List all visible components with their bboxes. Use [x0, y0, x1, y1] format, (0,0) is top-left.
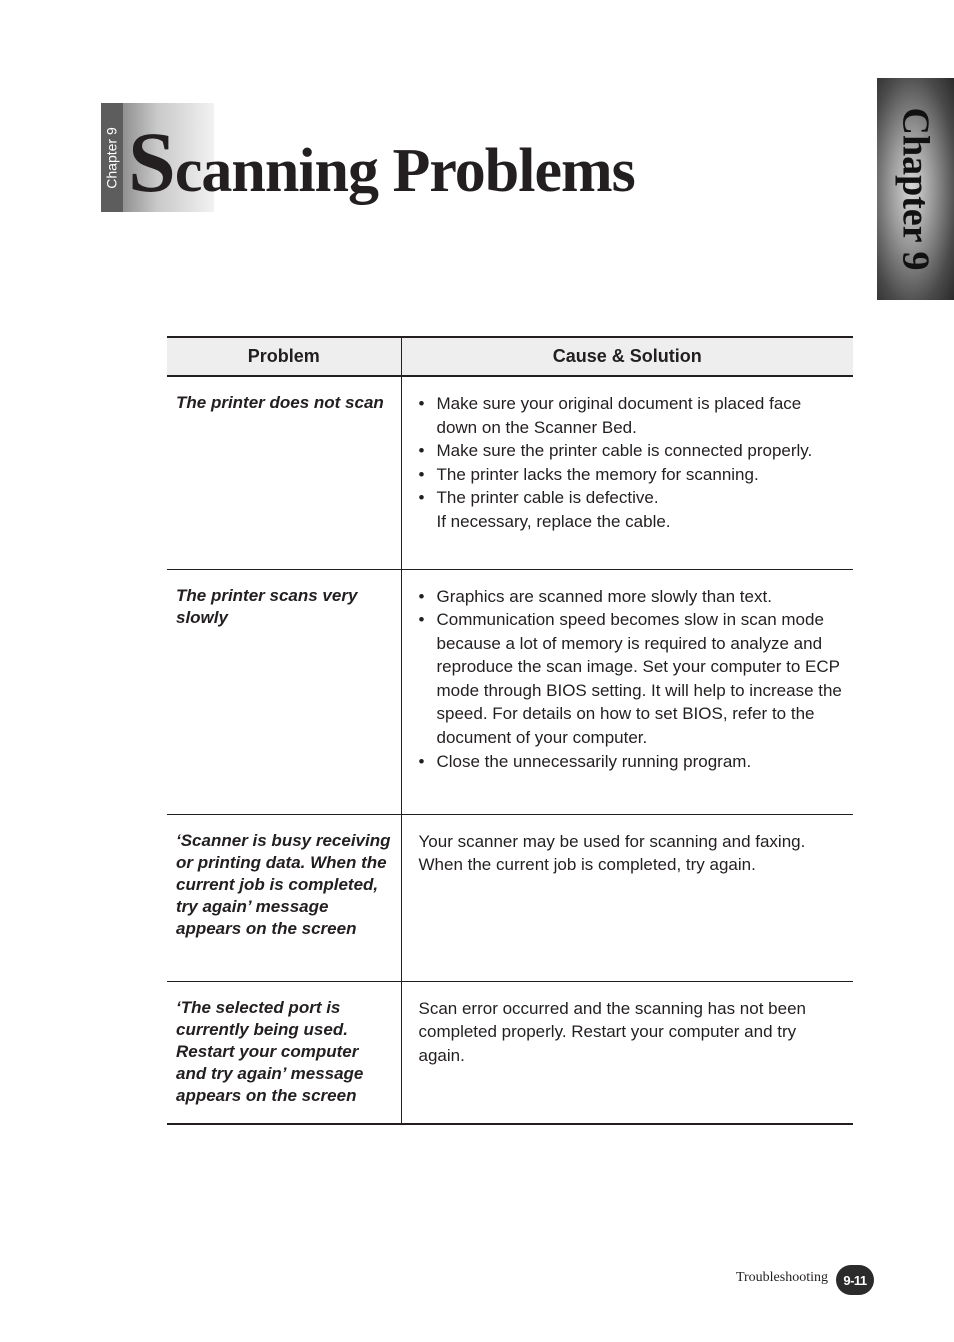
bullet-icon: • — [418, 751, 425, 771]
list-item: • The printer lacks the memory for scanning. — [419, 463, 846, 487]
solution-list — [419, 585, 846, 774]
table-row — [167, 981, 853, 1124]
solution-cell — [401, 376, 853, 569]
list-item: • Communication speed becomes slow in scan mode because a lot of memory is required to analyze and reproduce the scan image. Set your computer to ECP mode through BIOS setting. It will help to increase the speed. For details on how to set BIOS, refer to the document of your computer. — [418, 610, 842, 748]
bullet-icon: • — [418, 441, 425, 461]
bullet-icon: • — [418, 586, 425, 606]
footer-section-name: Troubleshooting — [735, 1270, 828, 1285]
side-chapter-tab-text: Chapter 9 — [894, 107, 937, 271]
chapter-label-text: Chapter 9 — [104, 126, 121, 189]
table-row — [167, 814, 853, 981]
list-item: • Make sure the printer cable is connected properly. — [419, 439, 846, 463]
solution-cell — [401, 981, 853, 1124]
list-item: • Close the unnecessarily running program. — [419, 750, 846, 774]
table-row — [167, 569, 853, 814]
bullet-icon: • — [418, 610, 425, 630]
page-number-badge: 9-11 — [836, 1265, 874, 1295]
solution-text: Your scanner may be used for scanning and faxing. When the current job is completed, try again. — [418, 831, 806, 875]
problem-cell: The printer does not scan — [167, 376, 401, 569]
column-header-problem: Problem — [167, 337, 401, 376]
table-header-row — [167, 337, 853, 376]
bullet-icon: • — [418, 464, 425, 484]
solution-list — [419, 392, 846, 534]
page-title — [128, 112, 635, 221]
bullet-icon: • — [418, 488, 425, 508]
table-row — [167, 376, 853, 569]
list-item: • Graphics are scanned more slowly than text. — [419, 585, 846, 609]
scanning-problems-table — [167, 336, 853, 1125]
problem-cell: ‘The selected port is currently being used. Restart your computer and try again’ message appears on the screen — [167, 981, 401, 1124]
problem-cell: ‘Scanner is busy receiving or printing data. When the current job is completed, try again’ message appears on the screen — [167, 814, 401, 981]
solution-cell — [401, 814, 853, 981]
problem-cell: The printer scans very slowly — [167, 569, 401, 814]
solution-text: Scan error occurred and the scanning has not been completed properly. Restart your computer and try again. — [418, 998, 806, 1065]
bullet-icon: • — [418, 394, 425, 413]
side-chapter-tab-label — [877, 78, 954, 300]
list-item: • The printer cable is defective. If necessary, replace the cable. — [418, 488, 671, 531]
solution-cell — [401, 569, 853, 814]
page-title-rest: canning Problems — [174, 137, 635, 205]
column-header-cause-solution: Cause & Solution — [401, 337, 853, 376]
list-item: • Make sure your original document is placed face down on the Scanner Bed. — [418, 394, 802, 437]
chapter-label-vertical — [101, 103, 123, 212]
page-title-initial: S — [128, 114, 175, 210]
